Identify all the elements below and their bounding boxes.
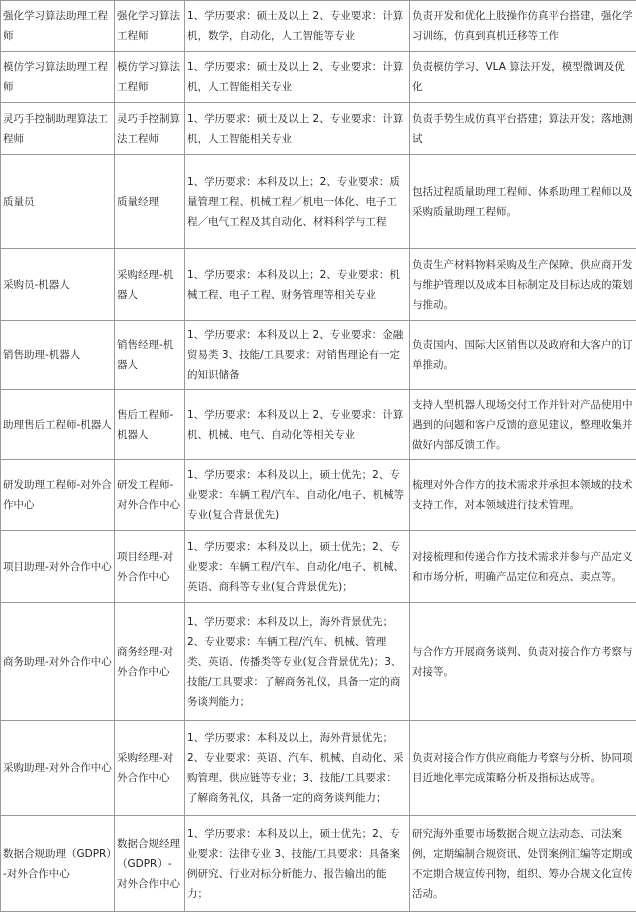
table-row <box>1 103 636 155</box>
responsibilities-cell: 负责生产材料物料采购及生产保障、供应商开发与维护管理以及成本目标制定及目标达成的策划与推动。 <box>410 249 636 321</box>
table-row <box>1 460 636 531</box>
position-cell: 销售助理-机器人 <box>1 321 115 390</box>
responsibilities-cell: 对接梳理和传递合作方技术需求并参与产品定义和市场分析，明确产品定位和亮点、卖点等。 <box>410 531 636 603</box>
responsibilities-cell: 与合作方开展商务谈判、负责对接合作方考察与对接等。 <box>410 603 636 721</box>
requirements-cell: 1、学历要求：本科及以上，海外背景优先；2、专业要求：车辆工程/汽车、机械、管理类、英语、传播类等专业(复合背景优先)；3、技能/工具要求：了解商务礼仪，具备一定的商务谈判能力； <box>185 603 410 721</box>
position-cell: 质量员 <box>1 155 115 249</box>
responsibilities-cell: 负责国内、国际大区销售以及政府和大客户的订单推动。 <box>410 321 636 390</box>
requirements-cell: 1、学历要求：本科及以上 2、专业要求：金融贸易类 3、技能/工具要求：对销售理论有一定的知识储备 <box>185 321 410 390</box>
reports-to-cell: 售后工程师-机器人 <box>115 390 185 460</box>
requirements-cell: 1、学历要求：硕士及以上 2、专业要求：计算机，人工智能相关专业 <box>185 52 410 103</box>
table-row <box>1 155 636 249</box>
table-row <box>1 816 636 912</box>
reports-to-cell: 项目经理-对外合作中心 <box>115 531 185 603</box>
responsibilities-cell: 负责对接合作方供应商能力考察与分析、协同项目近地化率完成策略分析及指标达成等。 <box>410 721 636 816</box>
reports-to-cell: 强化学习算法工程师 <box>115 1 185 52</box>
position-cell: 研发助理工程师-对外合作中心 <box>1 460 115 531</box>
reports-to-cell: 销售经理-机器人 <box>115 321 185 390</box>
position-cell: 数据合规助理（GDPR）-对外合作中心 <box>1 816 115 912</box>
requirements-cell: 1、学历要求：硕士及以上 2、专业要求：计算机，人工智能相关专业 <box>185 103 410 155</box>
table-row <box>1 603 636 721</box>
requirements-cell: 1、学历要求：本科及以上，硕士优先；2、专业要求：车辆工程/汽车、自动化/电子、机械、英语、商科等专业(复合背景优先)； <box>185 531 410 603</box>
table-row <box>1 531 636 603</box>
requirements-cell: 1、学历要求：硕士及以上 2、专业要求：计算机，数学，自动化，人工智能等专业 <box>185 1 410 52</box>
requirements-cell: 1、学历要求：本科及以上 2、专业要求：计算机、机械、电气、自动化等相关专业 <box>185 390 410 460</box>
reports-to-cell: 灵巧手控制算法工程师 <box>115 103 185 155</box>
responsibilities-cell: 支持人型机器人现场交付工作并针对产品使用中遇到的问题和客户反馈的意见建议，整理收集并做好内部反馈工作。 <box>410 390 636 460</box>
table-row <box>1 249 636 321</box>
requirements-cell: 1、学历要求：本科及以上；2、专业要求：质量管理工程、机械工程／机电一体化、电子工程／电气工程及其自动化、材料科学与工程 <box>185 155 410 249</box>
reports-to-cell: 质量经理 <box>115 155 185 249</box>
responsibilities-cell: 研究海外重要市场数据合规立法动态、司法案例，定期编制合规资讯、处罚案例汇编等定期或不定期合规宣传刊物，组织、筹办合规文化宣传活动。 <box>410 816 636 912</box>
table-row <box>1 52 636 103</box>
responsibilities-cell: 负责模仿学习、VLA 算法开发，模型微调及优化 <box>410 52 636 103</box>
reports-to-cell: 采购经理-机器人 <box>115 249 185 321</box>
table-row <box>1 390 636 460</box>
requirements-cell: 1、学历要求：本科及以上，硕士优先；2、专业要求：车辆工程/汽车、自动化/电子、机械等专业(复合背景优先) <box>185 460 410 531</box>
position-cell: 灵巧手控制助理算法工程师 <box>1 103 115 155</box>
position-cell: 项目助理-对外合作中心 <box>1 531 115 603</box>
table-row <box>1 721 636 816</box>
position-cell: 商务助理-对外合作中心 <box>1 603 115 721</box>
reports-to-cell: 数据合规经理（GDPR）-对外合作中心 <box>115 816 185 912</box>
reports-to-cell: 商务经理-对外合作中心 <box>115 603 185 721</box>
reports-to-cell: 采购经理-对外合作中心 <box>115 721 185 816</box>
responsibilities-cell: 负责手势生成仿真平台搭建；算法开发；落地测试 <box>410 103 636 155</box>
responsibilities-cell: 负责开发和优化上肢操作仿真平台搭建，强化学习训练，仿真到真机迁移等工作 <box>410 1 636 52</box>
responsibilities-cell: 包括过程质量助理工程师、体系助理工程师以及采购质量助理工程师。 <box>410 155 636 249</box>
position-cell: 模仿学习算法助理工程师 <box>1 52 115 103</box>
responsibilities-cell: 梳理对外合作方的技术需求并承担本领域的技术支持工作，对本领域进行技术管理。 <box>410 460 636 531</box>
position-cell: 助理售后工程师-机器人 <box>1 390 115 460</box>
position-cell: 采购助理-对外合作中心 <box>1 721 115 816</box>
position-cell: 强化学习算法助理工程师 <box>1 1 115 52</box>
position-cell: 采购员-机器人 <box>1 249 115 321</box>
requirements-cell: 1、学历要求：本科及以上；2、专业要求：机械工程、电子工程、财务管理等相关专业 <box>185 249 410 321</box>
table-row <box>1 321 636 390</box>
reports-to-cell: 研发工程师-对外合作中心 <box>115 460 185 531</box>
requirements-cell: 1、学历要求：本科及以上，海外背景优先；2、专业要求：英语、汽车、机械、自动化、采购管理、供应链等专业；3、技能/工具要求：了解商务礼仪，具备一定的商务谈判能力； <box>185 721 410 816</box>
requirements-cell: 1、学历要求：本科及以上，硕士优先；2、专业要求：法律专业 3、技能/工具要求：具备案例研究、行业对标分析能力、报告输出的能力； <box>185 816 410 912</box>
reports-to-cell: 模仿学习算法工程师 <box>115 52 185 103</box>
table-row <box>1 1 636 52</box>
